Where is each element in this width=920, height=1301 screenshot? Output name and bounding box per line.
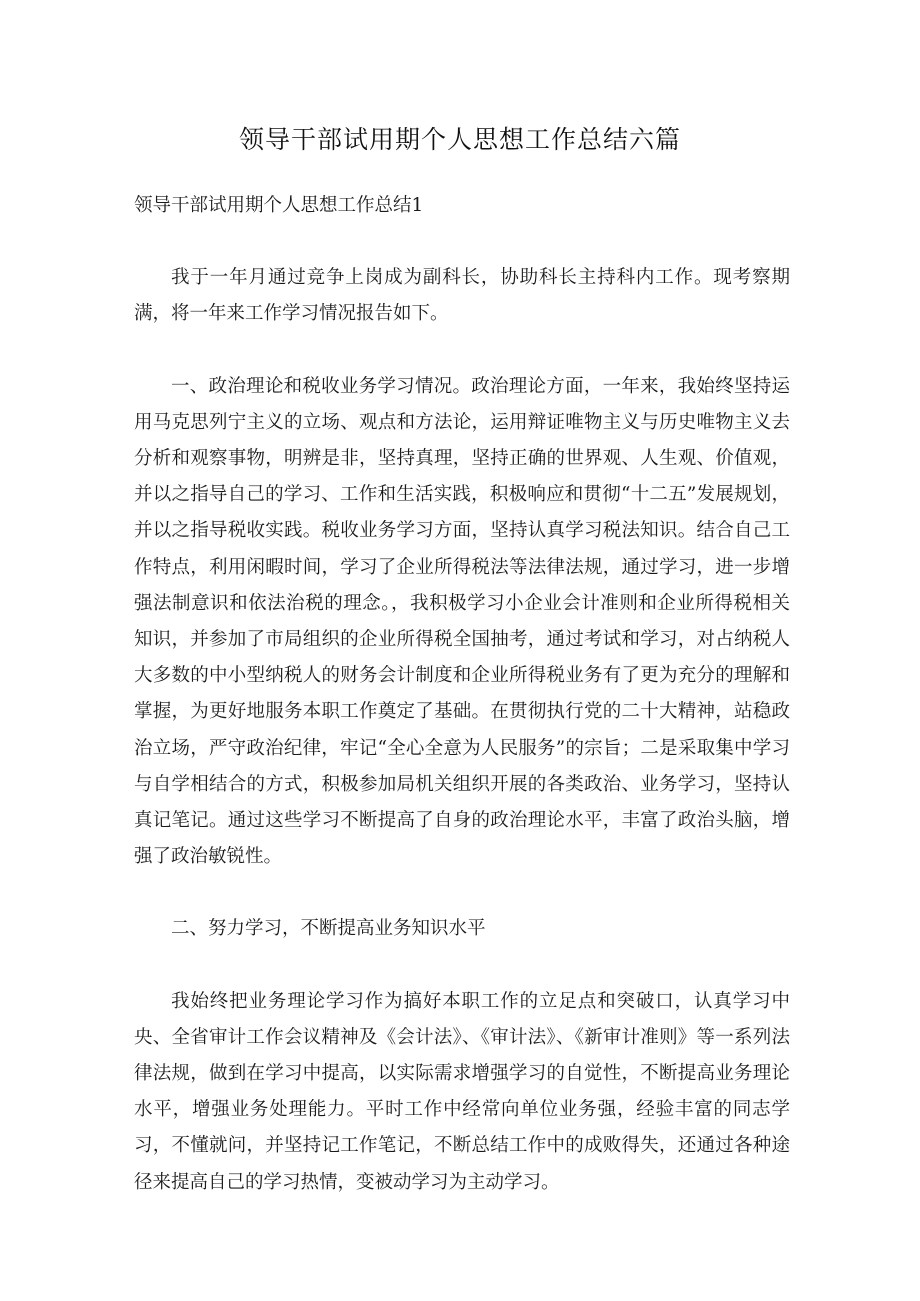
paragraph-business-study: 我始终把业务理论学习作为搞好本职工作的立足点和突破口，认真学习中央、全省审计工作会议精神及《会计法》、《审计法》、《新审计准则》等一系列法律法规，做到在学习中提高，以实际需求增强学习的自觉性，不断提高业务理论水平，增强业务处理能力。平时工作中经常向单位业务强，经验丰富的同志学习，不懂就问，并坚持记工作笔记，不断总结工作中的成败得失，还通过各种途径来提高自己的学习热情，变被动学习为主动学习。 [134,990,790,1193]
paragraph-intro: 我于一年月通过竞争上岗成为副科长，协助科长主持科内工作。现考察期满，将一年来工作学习情况报告如下。 [134,267,790,325]
document-body [134,188,790,1201]
document-title: 领导干部试用期个人思想工作总结六篇 [238,125,681,154]
paragraph-heading-business-study: 二、努力学习，不断提高业务知识水平 [171,918,486,940]
paragraph-political-study: 一、政治理论和税收业务学习情况。政治理论方面，一年来，我始终坚持运用马克思列宁主义的立场、观点和方法论，运用辩证唯物主义与历史唯物主义去分析和观察事物，明辨是非，坚持真理，坚持正确的世界观、人生观、价值观，并以之指导自己的学习、工作和生活实践，积极响应和贯彻“十二五”发展规划，并以之指导税收实践。税收业务学习方面，坚持认真学习税法知识。结合自己工作特点，利用闲暇时间，学习了企业所得税法等法律法规，通过学习，进一步增强法制意识和依法治税的理念。，我积极学习小企业会计准则和企业所得税相关知识，并参加了市局组织的企业所得税全国抽考，通过考试和学习，对占纳税人大多数的中小型纳税人的财务会计制度和企业所得税业务有了更为充分的理解和掌握，为更好地服务本职工作奠定了基础。在贯彻执行党的二十大精神，站稳政治立场，严守政治纪律，牢记“全心全意为人民服务”的宗旨；二是采取集中学习与自学相结合的方式，积极参加局机关组织开展的各类政治、业务学习，坚持认真记笔记。通过这些学习不断提高了自身的政治理论水平，丰富了政治头脑，增强了政治敏锐性。 [134,375,790,868]
section-subtitle: 领导干部试用期个人思想工作总结1 [134,195,424,216]
